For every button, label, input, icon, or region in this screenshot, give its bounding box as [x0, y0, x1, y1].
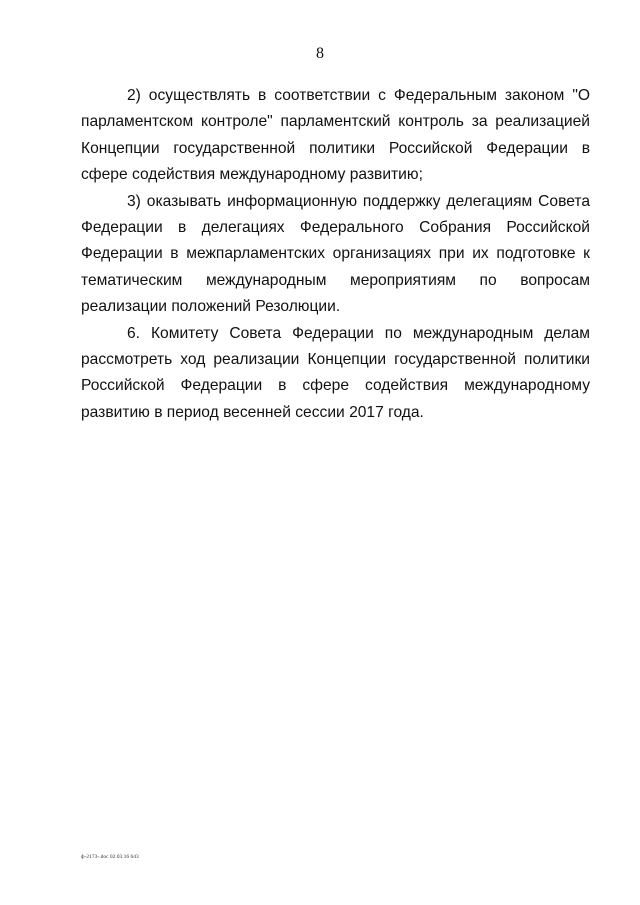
- page-number: 8: [316, 45, 324, 62]
- paragraph-item-6: 6. Комитету Совета Федерации по международным делам рассмотреть ход реализации Концепции государственной политики Российской Федерации в сфере содействия международному развитию в период весенней сессии 2017 года.: [81, 324, 590, 421]
- paragraph-item-2: 2) осуществлять в соответствии с Федеральным законом "О парламентском контроле" парламентский контроль за реализацией Концепции государственной политики Российской Федерации в сфере содействия международному развитию;: [81, 87, 590, 184]
- document-body: [81, 83, 590, 426]
- paragraph-item-3: 3) оказывать информационную поддержку делегациям Совета Федерации в делегациях Федерального Собрания Российской Федерации в межпарламентских организациях при их подготовке к тематическим международным мероприятиям по вопросам реализации положений Резолюции.: [81, 192, 590, 316]
- document-footer-code: ф-2173-.doc 02.03.16 643: [81, 854, 139, 860]
